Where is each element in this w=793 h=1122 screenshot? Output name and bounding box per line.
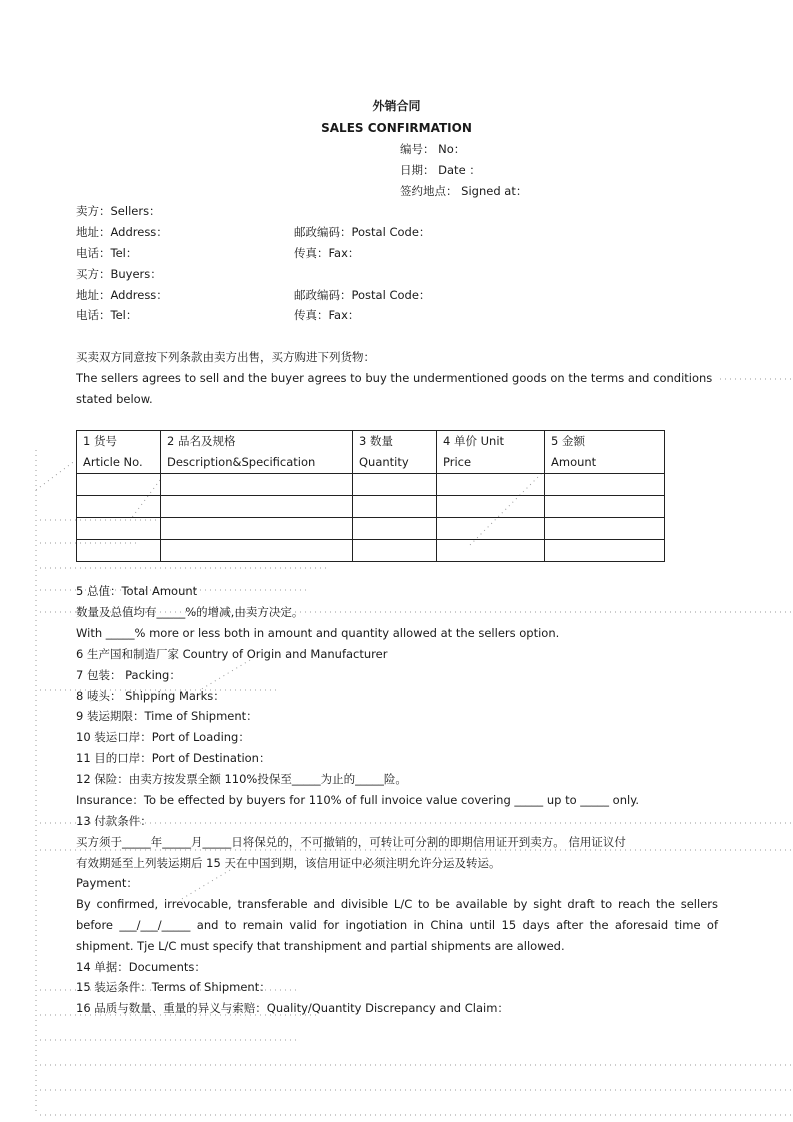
title-chinese: 外销合同 <box>372 99 421 113</box>
intro-chinese: 买卖双方同意按下列条款由卖方出售，买方购进下列货物： <box>76 350 375 364</box>
buyer-postal-code: 邮政编码：Postal Code： <box>294 288 431 302</box>
intro-english-line2: stated below. <box>76 392 153 406</box>
clause-6-origin: 6 生产国和制造厂家 Country of Origin and Manufacturer <box>76 647 388 661</box>
buyer-fax: 传真：Fax： <box>294 308 360 322</box>
clause-16-quality-claim: 16 品质与数量、重量的异义与索赔：Quality/Quantity Discrepancy and Claim： <box>76 1001 509 1015</box>
table-header-row <box>77 431 665 474</box>
goods-table <box>76 430 665 562</box>
clause-11-port-of-destination: 11 目的口岸：Port of Destination： <box>76 751 271 765</box>
column-article-no: 1 货号 Article No. <box>77 431 161 474</box>
clause-5-chinese: 数量及总值均有_____%的增减,由卖方决定。 <box>76 605 304 619</box>
column-quantity: 3 数量 Quantity <box>353 431 437 474</box>
column-amount: 5 金额 Amount <box>545 431 665 474</box>
intro-english-line1: The sellers agrees to sell and the buyer agrees to buy the undermentioned goods on the terms and conditions <box>76 371 713 385</box>
table-row <box>77 474 665 496</box>
seller-tel: 电话：Tel： <box>76 246 138 260</box>
clause-13-payment-terms: 13 付款条件： <box>76 814 152 828</box>
seller-postal-code: 邮政编码：Postal Code： <box>294 225 431 239</box>
seller-fax: 传真：Fax： <box>294 246 360 260</box>
clause-12-insurance-cn: 12 保险：由卖方按发票全额 110%投保至_____为止的_____险。 <box>76 772 407 786</box>
clause-12-insurance-en: Insurance：To be effected by buyers for 110% of full invoice value covering _____ up to _____ only. <box>76 793 640 807</box>
clause-10-port-of-loading: 10 装运口岸：Port of Loading： <box>76 730 250 744</box>
clause-13-chinese-line1: 买方须于_____年_____月_____日将保兑的，不可撤销的，可转让可分割的即期信用证开到卖方。 信用证议付 <box>76 835 626 849</box>
clause-13-english-line2: before ___/___/_____ and to remain valid for ingotiation in China until 15 days after the aforesaid time of <box>76 918 718 932</box>
buyer-address: 地址：Address： <box>76 288 168 302</box>
column-description: 2 品名及规格 Description&Specification <box>161 431 353 474</box>
clause-9-time-of-shipment: 9 装运期限：Time of Shipment： <box>76 709 258 723</box>
column-unit-price: 4 单价 Unit Price <box>437 431 545 474</box>
contract-number: 编号： No： <box>400 142 466 156</box>
contract-date: 日期： Date ： <box>400 163 481 177</box>
clause-15-terms-of-shipment: 15 装运条件：Terms of Shipment： <box>76 980 271 994</box>
clause-13-english-line3: shipment. Tje L/C must specify that transhipment and partial shipments are allowed. <box>76 939 565 953</box>
clause-8-shipping-marks: 8 唛头： Shipping Marks： <box>76 689 225 703</box>
title-english: SALES CONFIRMATION <box>321 121 472 135</box>
table-row <box>77 518 665 540</box>
clause-13-payment-label: Payment： <box>76 876 138 890</box>
clause-7-packing: 7 包装： Packing： <box>76 668 181 682</box>
table-row <box>77 540 665 562</box>
seller-address: 地址：Address： <box>76 225 168 239</box>
table-row <box>77 496 665 518</box>
seller-label: 卖方：Sellers： <box>76 204 161 218</box>
buyer-label: 买方：Buyers： <box>76 267 162 281</box>
clause-13-english-line1: By confirmed, irrevocable, transferable and divisible L/C to be available by sight draft to reach the sellers <box>76 897 718 911</box>
clause-13-chinese-line2: 有效期延至上列装运期后 15 天在中国到期，该信用证中必须注明允许分运及转运。 <box>76 856 501 870</box>
clause-5-total-amount: 5 总值：Total Amount <box>76 584 198 598</box>
buyer-tel: 电话：Tel： <box>76 308 138 322</box>
signed-at: 签约地点： Signed at： <box>400 184 528 198</box>
clause-14-documents: 14 单据：Documents： <box>76 960 206 974</box>
clause-5-english: With _____% more or less both in amount and quantity allowed at the sellers option. <box>76 626 560 640</box>
